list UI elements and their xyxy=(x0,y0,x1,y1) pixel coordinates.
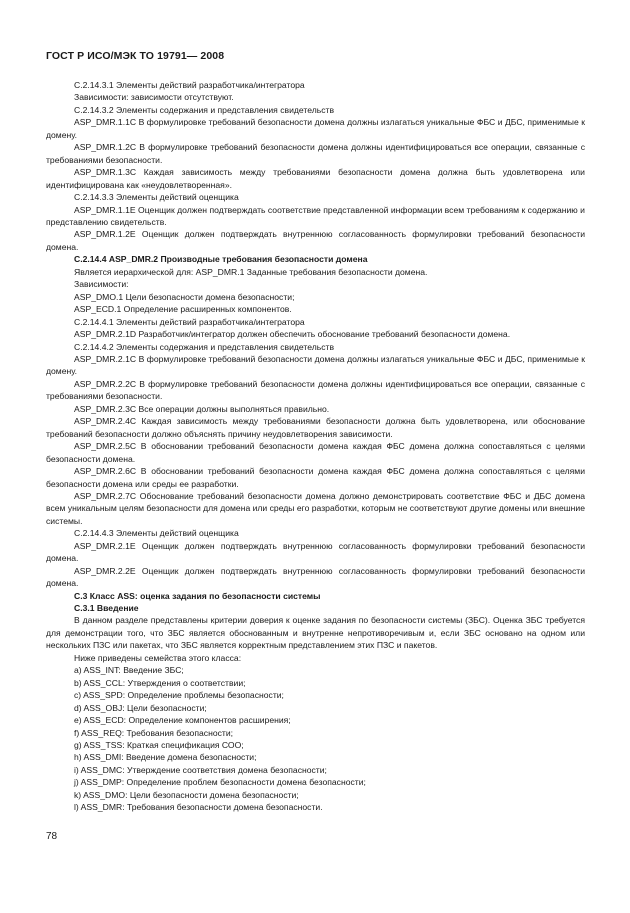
section-heading: С.3 Класс ASS: оценка задания по безопасности системы xyxy=(74,590,321,601)
paragraph: ASP_DMR.2.5C В обосновании требований безопасности домена каждая ФБС домена должна сопоставляться с целями безопасности домена. xyxy=(46,441,585,464)
paragraph: С.2.14.3.1 Элементы действий разработчика/интегратора xyxy=(74,80,305,90)
paragraph: Зависимости: xyxy=(74,279,129,290)
paragraph: В данном разделе представлены критерии доверия к оценке задания по безопасности системы (ЗБС). Оценка ЗБС требуется для демонстрации того, что ЗБС является обоснованным и внутренне непротиворечивым и, если ЗБС основано на одном или нескольких ПЗС или пакетах, что ЗБС является корректным представлением этих ПЗС и пакетов. xyxy=(46,615,585,651)
paragraph: f) ASS_REQ: Требования безопасности; xyxy=(74,727,234,738)
paragraph: С.2.14.3.2 Элементы содержания и представления свидетельств xyxy=(74,104,335,115)
paragraph: b) ASS_CCL: Утверждения о соответствии; xyxy=(74,677,246,688)
paragraph: ASP_DMR.2.2C В формулировке требований безопасности домена должны идентифицироваться все операции, связанные с требованиями безопасности. xyxy=(46,378,585,402)
paragraph: a) ASS_INT: Введение ЗБС; xyxy=(74,665,184,676)
document-body xyxy=(46,79,585,814)
page-header: ГОСТ Р ИСО/МЭК ТО 19791— 2008 xyxy=(46,50,225,62)
paragraph: ASP_DMR.1.2C В формулировке требований безопасности домена должны идентифицироваться все операции, связанные с требованиями безопасности. xyxy=(46,142,585,165)
paragraph: С.2.14.4.1 Элементы действий разработчика/интегратора xyxy=(74,316,305,327)
paragraph: ASP_DMR.2.7C Обоснование требований безопасности домена должно демонстрировать соответствие ФБС и ДБС домена всем уникальным целям безопасности для домена или среды его разработки, которым не соответствуют другие домены или внешние системы. xyxy=(46,490,585,526)
paragraph: d) ASS_OBJ: Цели безопасности; xyxy=(74,702,207,713)
section-heading: С.3.1 Введение xyxy=(74,603,139,614)
paragraph: ASP_DMR.1.3C Каждая зависимость между требованиями безопасности домена должна быть удовлетворена или идентифицирована как «неудовлетворенная». xyxy=(46,167,585,190)
paragraph: g) ASS_TSS: Краткая спецификация СОО; xyxy=(74,740,244,751)
paragraph: Является иерархической для: ASP_DMR.1 Заданные требования безопасности домена. xyxy=(74,266,428,277)
paragraph: Ниже приведены семейства этого класса: xyxy=(74,652,242,663)
paragraph: c) ASS_SPD: Определение проблемы безопасности; xyxy=(74,690,284,701)
paragraph: С.2.14.4.3 Элементы действий оценщика xyxy=(74,528,239,539)
paragraph: ASP_DMR.2.1D Разработчик/интегратор должен обеспечить обоснование требований безопасности домена. xyxy=(74,329,511,340)
paragraph: С.2.14.3.3 Элементы действий оценщика xyxy=(74,192,239,203)
paragraph: ASP_ECD.1 Определение расширенных компонентов. xyxy=(74,304,292,315)
section-heading: С.2.14.4 ASP_DMR.2 Производные требования безопасности домена xyxy=(74,254,368,265)
paragraph: С.2.14.4.2 Элементы содержания и представления свидетельств xyxy=(74,341,335,352)
paragraph: ASP_DMR.1.2E Оценщик должен подтверждать внутреннюю согласованность формулировки требований безопасности домена. xyxy=(46,229,585,252)
paragraph: e) ASS_ECD: Определение компонентов расширения; xyxy=(74,715,291,726)
page-number: 78 xyxy=(46,831,58,842)
paragraph: ASP_DMR.2.2E Оценщик должен подтверждать внутреннюю согласованность формулировки требований безопасности домена. xyxy=(46,565,585,589)
paragraph: l) ASS_DMR: Требования безопасности домена безопасности. xyxy=(74,802,323,813)
paragraph: h) ASS_DMI: Введение домена безопасности; xyxy=(74,752,257,763)
paragraph: j) ASS_DMP: Определение проблем безопасности домена безопасности; xyxy=(74,777,366,788)
paragraph: ASP_DMR.2.4C Каждая зависимость между требованиями безопасности должна быть удовлетворена, или обоснование требований безопасности должно объяснять причину неудовлетворения зависимости. xyxy=(46,416,585,439)
paragraph: ASP_DMR.2.3C Все операции должны выполняться правильно. xyxy=(74,403,330,414)
paragraph: ASP_DMR.2.1C В формулировке требований безопасности домена должны излагаться уникальные ФБС и ДБС, применимые к домену. xyxy=(46,353,585,377)
paragraph: i) ASS_DMC: Утверждение соответствия домена безопасности; xyxy=(74,764,327,775)
paragraph: ASP_DMO.1 Цели безопасности домена безопасности; xyxy=(74,291,295,302)
paragraph: k) ASS_DMO: Цели безопасности домена безопасности; xyxy=(74,789,299,800)
paragraph: Зависимости: зависимости отсутствуют. xyxy=(74,92,234,103)
paragraph: ASP_DMR.2.1E Оценщик должен подтверждать внутреннюю согласованность формулировки требований безопасности домена. xyxy=(46,540,585,564)
paragraph: ASP_DMR.1.1C В формулировке требований безопасности домена должны излагаться уникальные ФБС и ДБС, применимые к домену. xyxy=(46,117,585,140)
paragraph: ASP_DMR.2.6C В обосновании требований безопасности домена каждая ФБС домена должна сопоставляться с целями безопасности домена или среды ее разработки. xyxy=(46,466,585,489)
paragraph: ASP_DMR.1.1E Оценщик должен подтверждать соответствие представленной информации всем требованиям к содержанию и представлению свидетельств. xyxy=(46,204,585,227)
